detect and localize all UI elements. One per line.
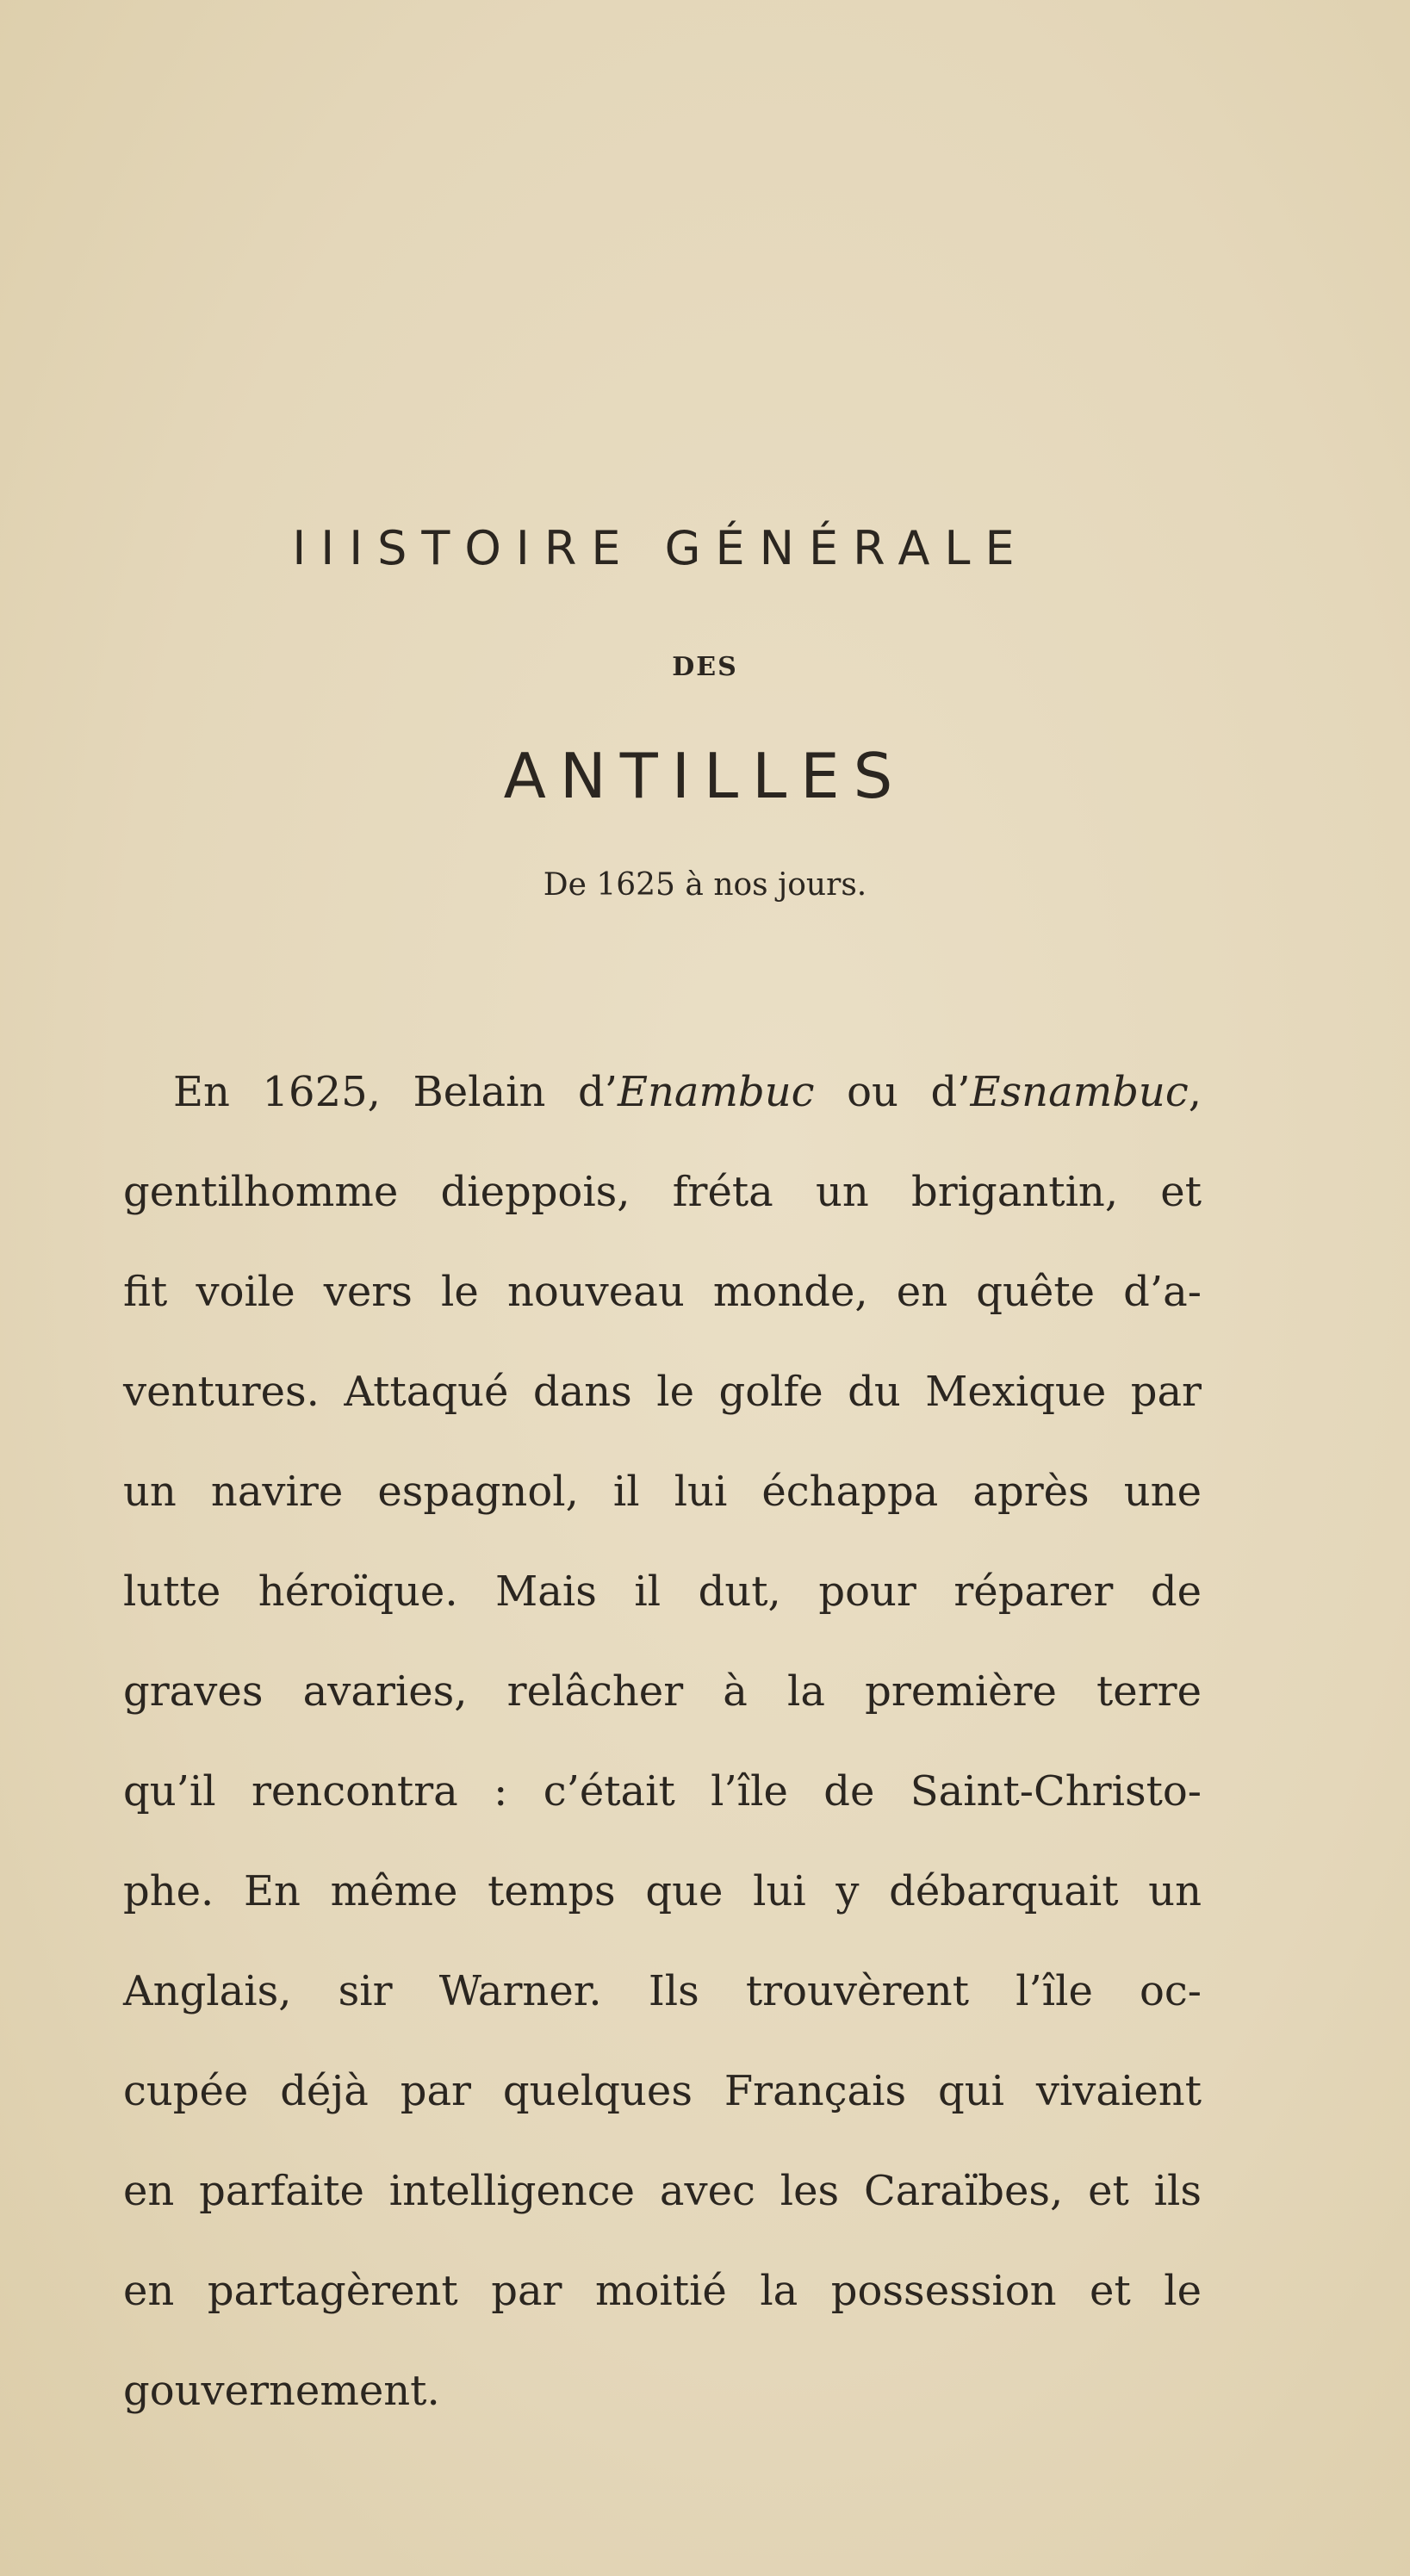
text-line: gouvernement. (123, 2367, 440, 2415)
text-line: ventures. Attaqué dans le golfe du Mexique par (123, 1368, 1202, 1416)
text-line: phe. En même temps que lui y débarquait un (123, 1867, 1202, 1915)
text-line: En 1625, Belain d’Enambuc ou d’Esnambuc, (173, 1068, 1202, 1116)
body-paragraph (123, 1042, 1202, 2441)
text-line: gentilhomme dieppois, fréta un brigantin, et (123, 1168, 1202, 1216)
text-line: lutte héroïque. Mais il dut, pour réparer de (123, 1567, 1202, 1616)
text-line: cupée déjà par quelques Français qui vivaient (123, 2067, 1202, 2115)
text-line: un navire espagnol, il lui échappa après une (123, 1468, 1202, 1516)
text-line: graves avaries, relâcher à la première terre (123, 1667, 1202, 1716)
main-title: IIISTOIRE GÉNÉRALE (292, 521, 1029, 575)
text-line: fit voile vers le nouveau monde, en quête d’a- (123, 1268, 1202, 1316)
date-range: De 1625 à nos jours. (543, 867, 867, 903)
text-line: Anglais, sir Warner. Ils trouvèrent l’île oc- (123, 1967, 1202, 2015)
text-line: en parfaite intelligence avec les Caraïbes, et ils (123, 2167, 1202, 2215)
text-line: qu’il rencontra : c’était l’île de Saint-Christo- (123, 1767, 1202, 1816)
subject-title: ANTILLES (503, 740, 907, 812)
text-line: en partagèrent par moitié la possession et le (123, 2267, 1202, 2315)
title-connector: DES (672, 652, 738, 682)
